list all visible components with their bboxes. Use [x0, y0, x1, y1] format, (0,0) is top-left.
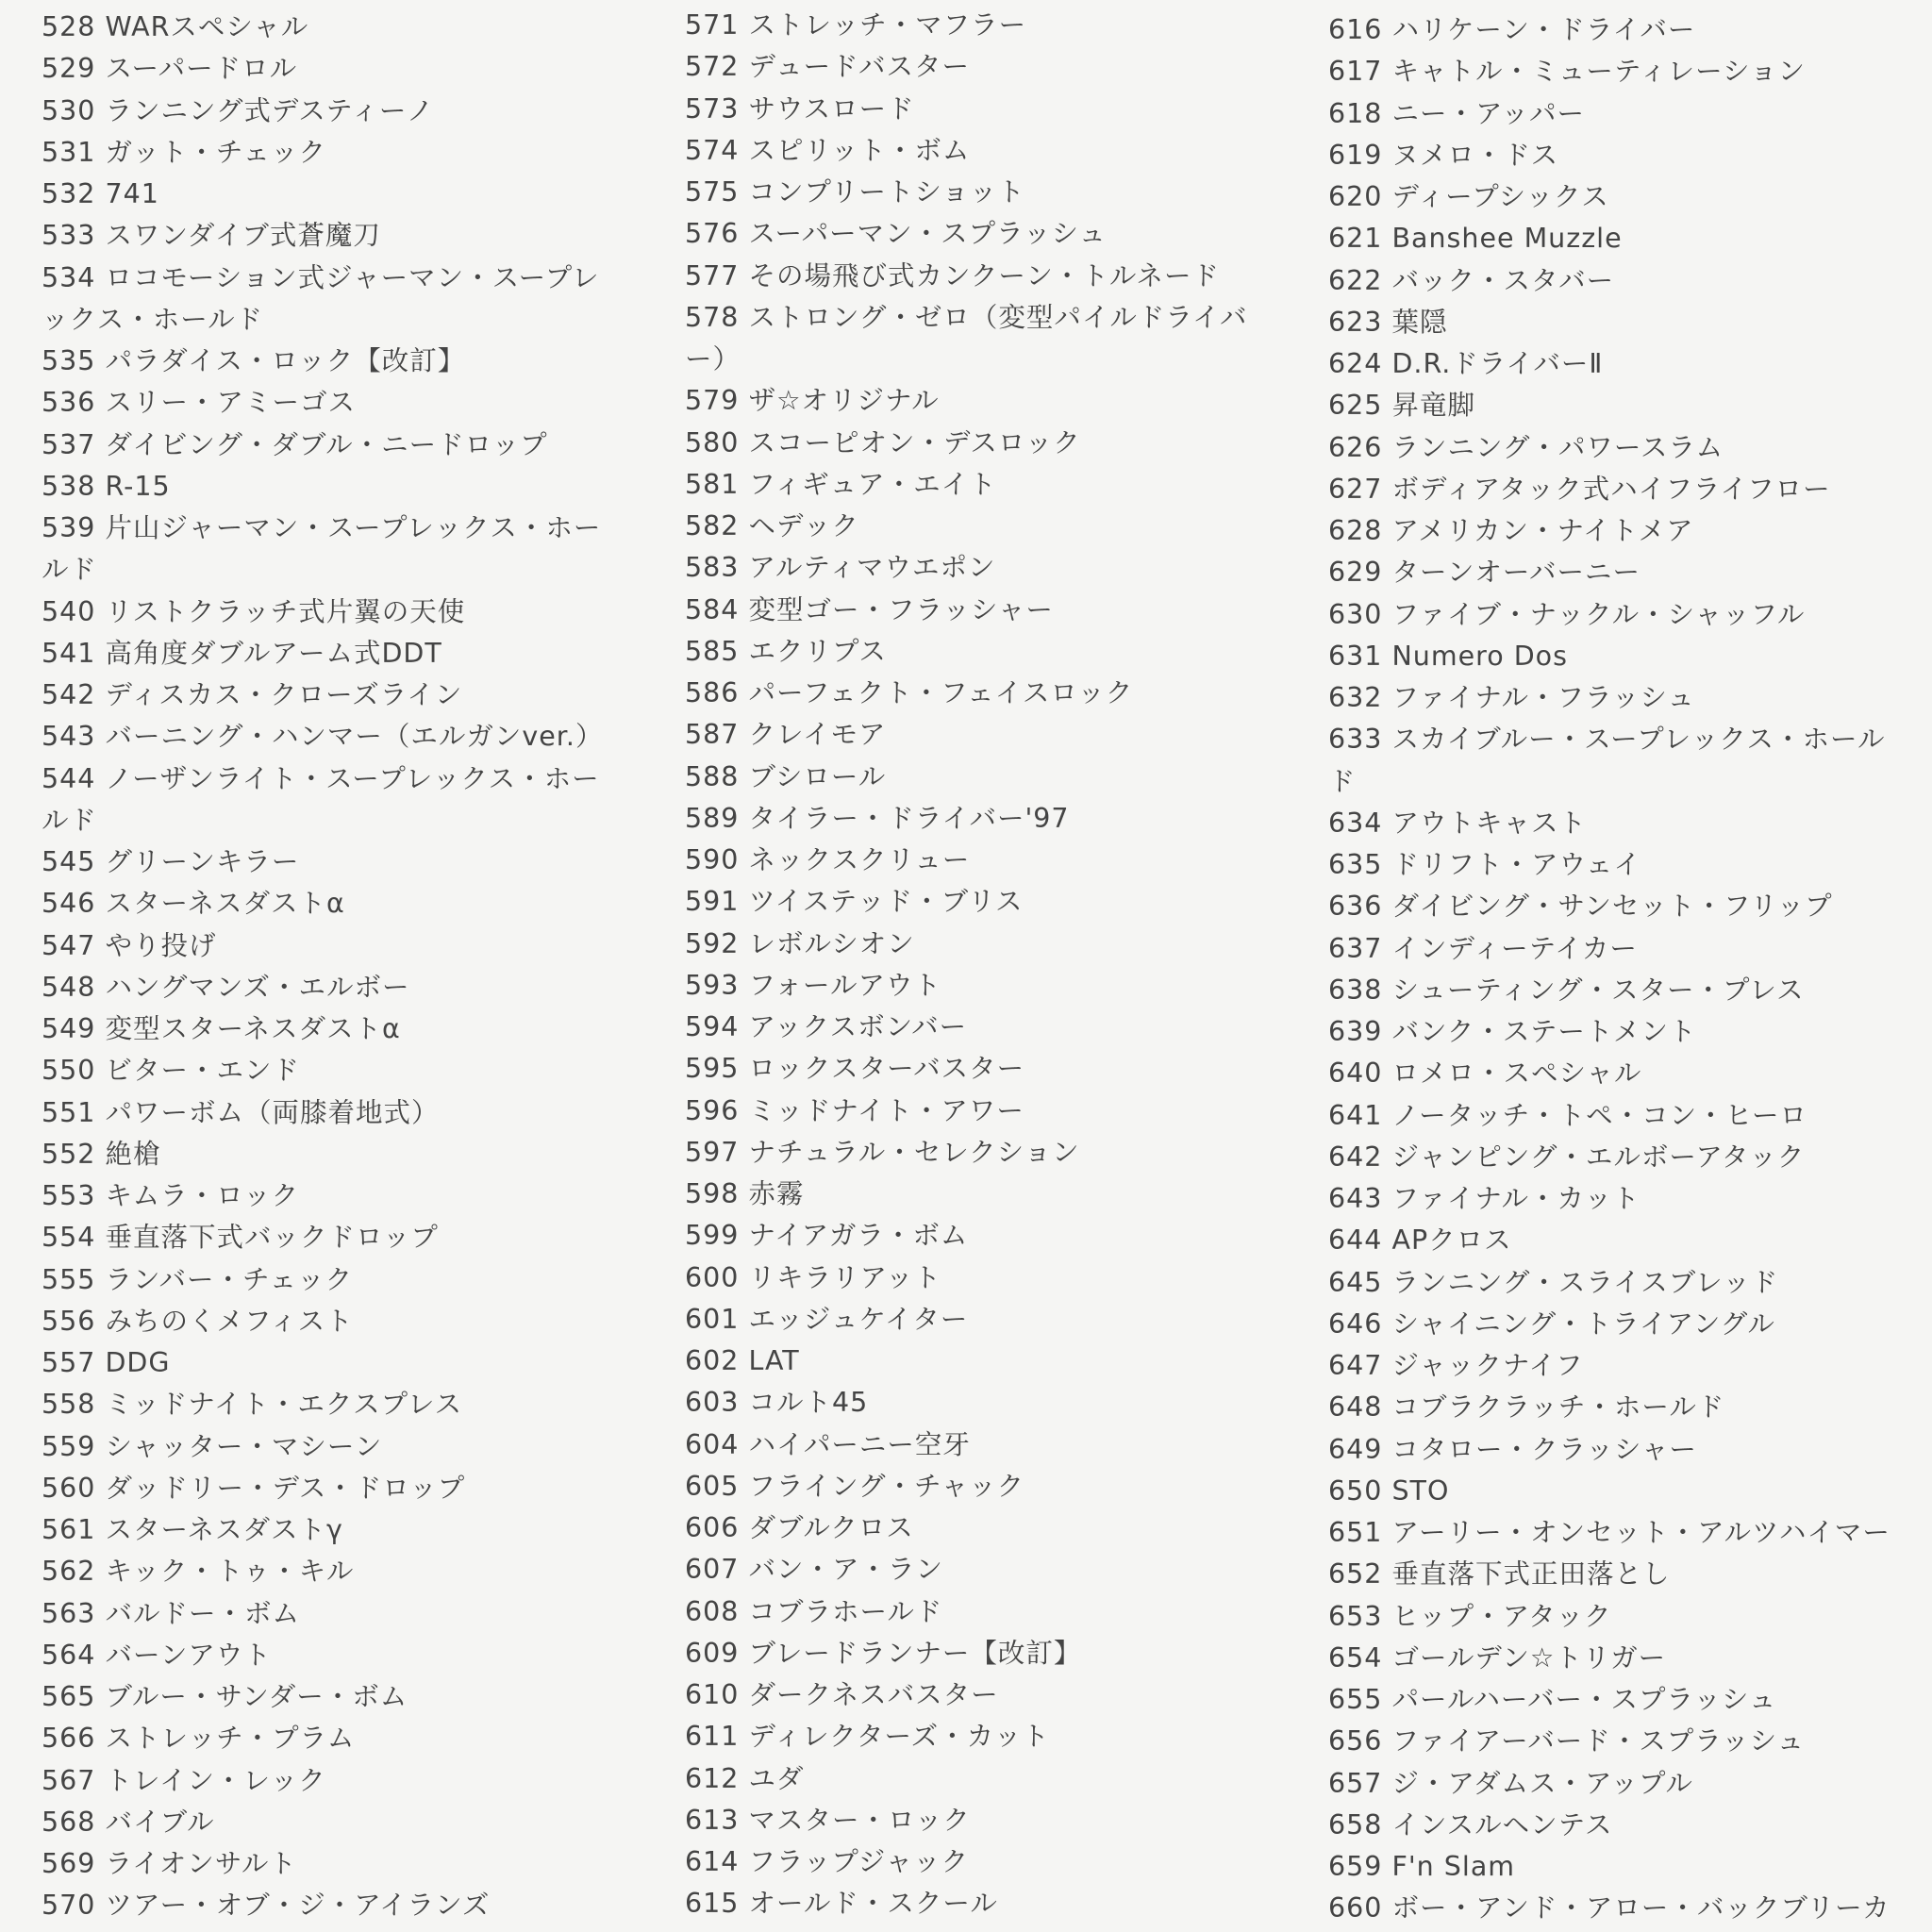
- list-item: 632 ファイナル・フラッシュ: [1328, 682, 1695, 713]
- list-item: 618 ニー・アッパー: [1328, 97, 1585, 129]
- list-item: 575 コンプリートショット: [685, 176, 1025, 208]
- list-item: 528 WARスペシャル: [42, 11, 309, 42]
- list-item: 656 ファイアーバード・スプラッシュ: [1328, 1725, 1806, 1757]
- list-item: 583 アルティマウエポン: [685, 552, 996, 584]
- list-item: 646 シャイニング・トライアングル: [1328, 1307, 1775, 1340]
- list-item: 530 ランニング式デスティーノ: [42, 94, 435, 126]
- list-item: 588 ブシロール: [685, 760, 887, 792]
- list-item: 658 インスルヘンテス: [1328, 1808, 1613, 1840]
- list-item: 620 ディープシックス: [1328, 181, 1609, 212]
- list-item: 597 ナチュラル・セレクション: [685, 1136, 1080, 1168]
- list-item: 624 D.R.ドライバーⅡ: [1328, 348, 1604, 379]
- list-item: 637 インディーテイカー: [1328, 932, 1638, 964]
- list-item: 654 ゴールデン☆トリガー: [1328, 1641, 1667, 1674]
- list-item: 534 ロコモーション式ジャーマン・スープレックス・ホールド: [42, 261, 600, 335]
- list-item: 642 ジャンピング・エルボーアタック: [1328, 1141, 1806, 1173]
- list-item: 572 デュードバスター: [685, 51, 971, 83]
- list-item: 578 ストロング・ゼロ（変型パイルドライバー）: [685, 301, 1248, 375]
- list-item: 557 DDG: [42, 1347, 171, 1378]
- list-item: 617 キャトル・ミューティレーション: [1328, 56, 1806, 88]
- list-item: 607 バン・ア・ラン: [685, 1554, 943, 1586]
- list-item: 536 スリー・アミーゴス: [42, 387, 356, 419]
- list-item: 584 変型ゴー・フラッシャー: [685, 593, 1054, 625]
- list-item: 596 ミッドナイト・アワー: [685, 1094, 1024, 1126]
- list-item: 542 ディスカス・クローズライン: [42, 679, 463, 710]
- list-item: 569 ライオンサルト: [42, 1848, 297, 1879]
- list-item: 580 スコーピオン・デスロック: [685, 426, 1081, 458]
- list-item: 581 フィギュア・エイト: [685, 468, 997, 500]
- list-item: 567 トレイン・レック: [42, 1764, 326, 1796]
- list-item: 556 みちのくメフィスト: [42, 1305, 354, 1337]
- list-item: 625 昇竜脚: [1328, 390, 1475, 422]
- list-item: 616 ハリケーン・ドライバー: [1328, 14, 1696, 45]
- list-item: 549 変型スターネスダストα: [42, 1013, 401, 1044]
- list-item: 600 リキラリアット: [685, 1261, 941, 1293]
- list-item: 546 スターネスダストα: [42, 888, 345, 920]
- list-item: 539 片山ジャーマン・スープレックス・ホールド: [42, 512, 602, 586]
- list-item: 589 タイラー・ドライバー'97: [685, 802, 1070, 834]
- list-item: 550 ビター・エンド: [42, 1055, 300, 1087]
- list-item: 623 葉隠: [1328, 306, 1448, 338]
- list-item: 644 APクロス: [1328, 1224, 1512, 1257]
- list-item: 586 パーフェクト・フェイスロック: [685, 677, 1134, 708]
- list-item: 621 Banshee Muzzle: [1328, 223, 1623, 255]
- list-item: 545 グリーンキラー: [42, 846, 300, 877]
- list-item: 552 絶槍: [42, 1138, 161, 1170]
- list-item: 636 ダイビング・サンセット・フリップ: [1328, 891, 1833, 923]
- list-item: 608 コブラホールド: [685, 1595, 943, 1627]
- list-item: 631 Numero Dos: [1328, 640, 1568, 672]
- list-item: 560 ダッドリー・デス・ドロップ: [42, 1472, 466, 1504]
- list-item: 614 フラップジャック: [685, 1846, 970, 1877]
- list-item: 595 ロックスターバスター: [685, 1053, 1025, 1085]
- list-item: 594 アックスボンバー: [685, 1011, 968, 1042]
- list-item: 554 垂直落下式バックドロップ: [42, 1222, 439, 1254]
- list-item: 582 ヘデック: [685, 510, 859, 541]
- list-item: 628 アメリカン・ナイトメア: [1328, 515, 1694, 546]
- list-item: 603 コルト45: [685, 1387, 869, 1419]
- list-item: 610 ダークネスバスター: [685, 1679, 999, 1710]
- list-item: 531 ガット・チェック: [42, 136, 327, 168]
- list-item: 657 ジ・アダムス・アップル: [1328, 1767, 1693, 1799]
- list-item: 622 バック・スタバー: [1328, 264, 1615, 296]
- list-item: 629 ターンオーバーニー: [1328, 557, 1641, 589]
- list-item: 653 ヒップ・アタック: [1328, 1600, 1612, 1632]
- list-item: 562 キック・トゥ・キル: [42, 1556, 355, 1588]
- list-item: 574 スピリット・ボム: [685, 134, 971, 166]
- list-item: 612 ユダ: [685, 1762, 805, 1794]
- list-item: 626 ランニング・パワースラム: [1328, 431, 1724, 463]
- list-item: 638 シューティング・スター・プレス: [1328, 974, 1805, 1006]
- list-item: 643 ファイナル・カット: [1328, 1183, 1641, 1214]
- list-item: 548 ハングマンズ・エルボー: [42, 971, 410, 1003]
- list-item: 559 シャッター・マシーン: [42, 1430, 383, 1462]
- list-item: 555 ランバー・チェック: [42, 1263, 354, 1295]
- list-column-3: [1328, 9, 1894, 1930]
- list-item: 604 ハイパーニー空牙: [685, 1428, 971, 1460]
- list-item: 606 ダブルクロス: [685, 1512, 914, 1543]
- list-item: 535 パラダイス・ロック【改訂】: [42, 345, 466, 376]
- list-item: 540 リストクラッチ式片翼の天使: [42, 595, 466, 627]
- list-item: 609 ブレードランナー【改訂】: [685, 1637, 1082, 1669]
- list-item: 647 ジャックナイフ: [1328, 1350, 1584, 1381]
- list-item: 553 キムラ・ロック: [42, 1180, 300, 1211]
- list-item: 613 マスター・ロック: [685, 1804, 971, 1836]
- list-item: 579 ザ☆オリジナル: [685, 385, 940, 417]
- list-item: 558 ミッドナイト・エクスプレス: [42, 1389, 463, 1421]
- list-item: 640 ロメロ・スペシャル: [1328, 1058, 1642, 1090]
- list-item: 532 741: [42, 178, 159, 209]
- list-item: 660 ボー・アンド・アロー・バックブリーカ: [1328, 1892, 1890, 1924]
- list-item: 529 スーパードロル: [42, 53, 298, 85]
- list-item: 615 オールド・スクール: [685, 1888, 998, 1920]
- list-item: 533 スワンダイブ式蒼魔刀: [42, 220, 381, 252]
- list-item: 571 ストレッチ・マフラー: [685, 9, 1027, 41]
- list-item: 635 ドリフト・アウェイ: [1328, 849, 1641, 880]
- list-column-2: [685, 5, 1251, 1925]
- list-item: 605 フライング・チャック: [685, 1470, 1025, 1502]
- list-item: 590 ネックスクリュー: [685, 844, 971, 875]
- list-item: 601 エッジュケイター: [685, 1303, 969, 1335]
- list-item: 577 その場飛び式カンクーン・トルネード: [685, 259, 1220, 291]
- list-item: 547 やり投げ: [42, 929, 217, 961]
- list-item: 544 ノーザンライト・スープレックス・ホールド: [42, 762, 600, 836]
- list-item: 599 ナイアガラ・ボム: [685, 1220, 969, 1252]
- list-item: 538 R-15: [42, 470, 171, 502]
- list-item: 598 赤霧: [685, 1178, 805, 1209]
- list-item: 592 レボルシオン: [685, 927, 915, 959]
- list-item: 633 スカイブルー・スープレックス・ホールド: [1328, 724, 1886, 797]
- list-item: 543 バーニング・ハンマー（エルガンver.）: [42, 721, 604, 753]
- list-item: 659 F'n Slam: [1328, 1851, 1516, 1882]
- list-item: 630 ファイブ・ナックル・シャッフル: [1328, 598, 1806, 630]
- list-item: 563 バルドー・ボム: [42, 1597, 300, 1629]
- list-item: 551 パワーボム（両膝着地式）: [42, 1096, 440, 1128]
- list-item: 573 サウスロード: [685, 92, 915, 125]
- list-item: 576 スーパーマン・スプラッシュ: [685, 218, 1107, 250]
- list-item: 537 ダイビング・ダブル・ニードロップ: [42, 428, 548, 460]
- list-item: 611 ディレクターズ・カット: [685, 1721, 1050, 1753]
- list-item: 593 フォールアウト: [685, 969, 941, 1001]
- list-item: 541 高角度ダブルアーム式DDT: [42, 637, 442, 669]
- list-item: 585 エクリプス: [685, 635, 887, 667]
- list-item: 564 バーンアウト: [42, 1639, 272, 1671]
- list-item: 565 ブルー・サンダー・ボム: [42, 1681, 408, 1712]
- list-item: 634 アウトキャスト: [1328, 807, 1587, 839]
- list-item: 645 ランニング・スライスブレッド: [1328, 1266, 1779, 1298]
- list-item: 591 ツイステッド・ブリス: [685, 886, 1024, 918]
- list-item: 650 STO: [1328, 1474, 1450, 1507]
- list-item: 639 バンク・ステートメント: [1328, 1016, 1697, 1047]
- list-item: 651 アーリー・オンセット・アルツハイマー: [1328, 1517, 1890, 1548]
- list-item: 641 ノータッチ・トペ・コン・ヒーロ: [1328, 1099, 1807, 1131]
- list-column-1: [42, 7, 608, 1927]
- list-item: 649 コタロー・クラッシャー: [1328, 1433, 1697, 1465]
- list-item: 602 LAT: [685, 1345, 800, 1376]
- list-item: 568 バイブル: [42, 1806, 215, 1838]
- list-item: 570 ツアー・オブ・ジ・アイランズ: [42, 1890, 491, 1922]
- list-item: 566 ストレッチ・プラム: [42, 1723, 356, 1755]
- list-item: 587 クレイモア: [685, 719, 887, 751]
- list-item: 652 垂直落下式正田落とし: [1328, 1558, 1671, 1591]
- list-item: 561 スターネスダストγ: [42, 1514, 343, 1545]
- list-item: 619 ヌメロ・ドス: [1328, 139, 1559, 171]
- list-item: 627 ボディアタック式ハイフライフロー: [1328, 473, 1831, 505]
- list-item: 655 パールハーバー・スプラッシュ: [1328, 1684, 1777, 1715]
- list-item: 648 コブラクラッチ・ホールド: [1328, 1391, 1725, 1424]
